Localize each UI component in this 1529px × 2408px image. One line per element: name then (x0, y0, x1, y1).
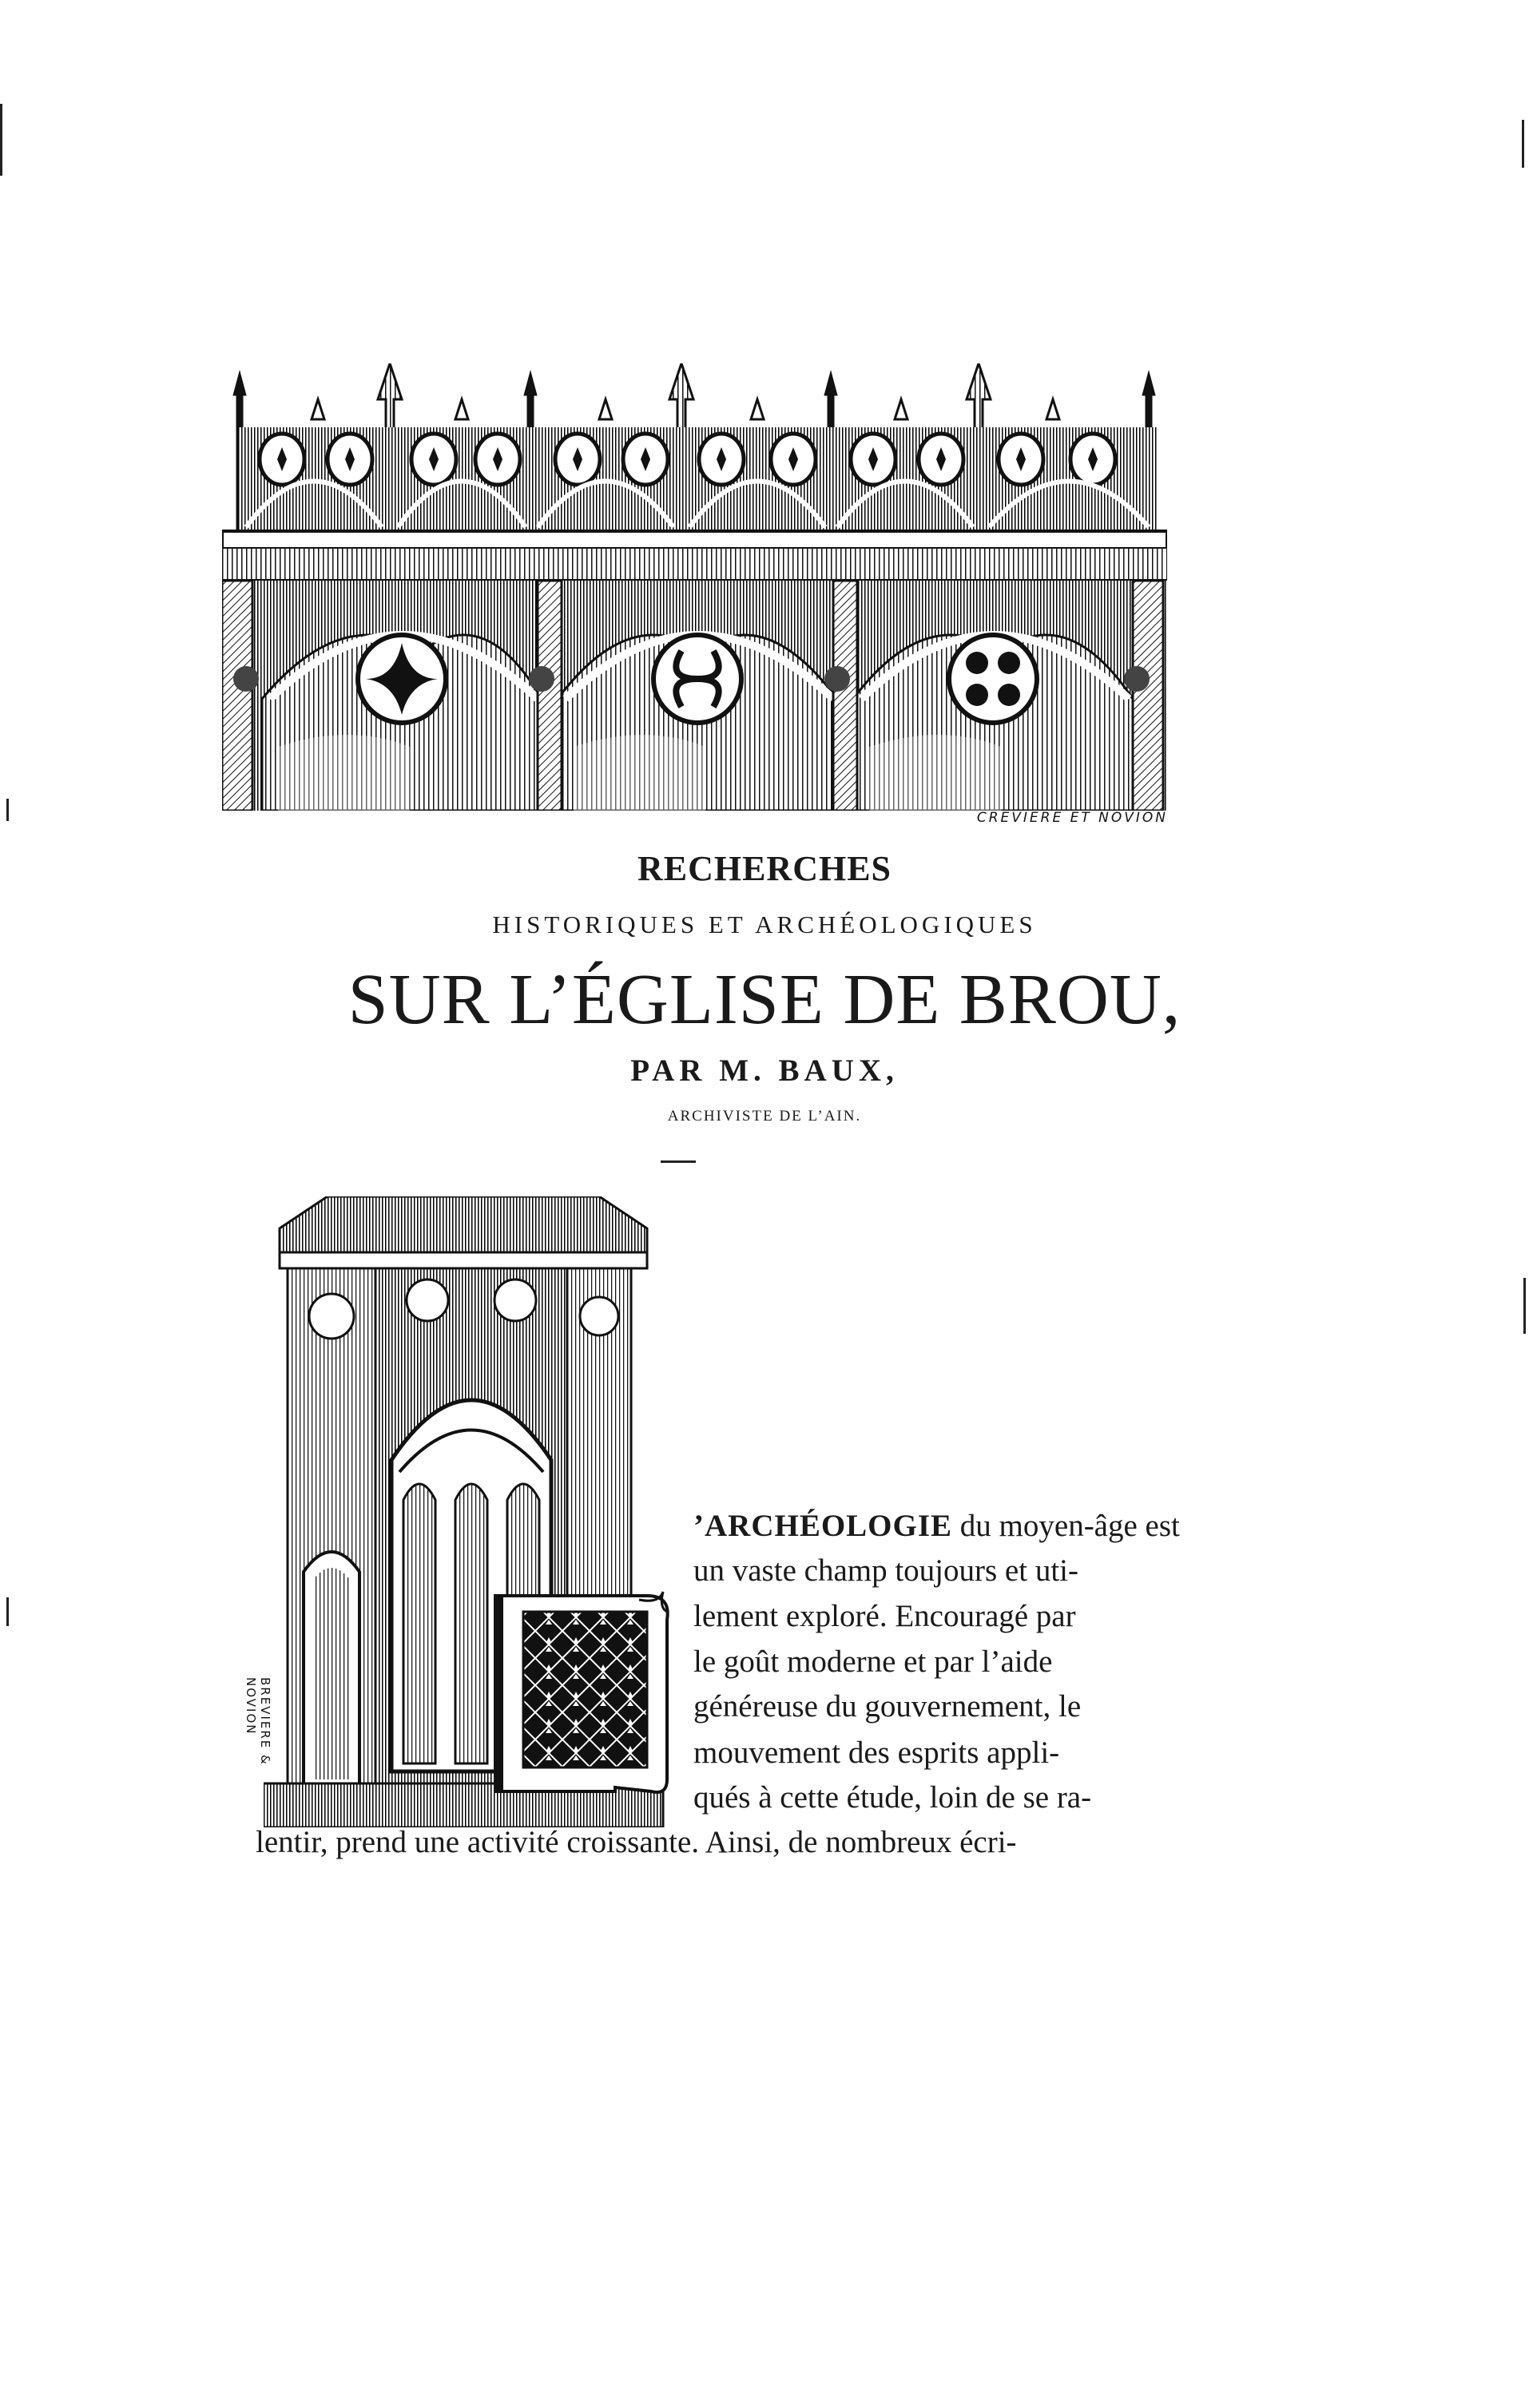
title-line-recherches: RECHERCHES (637, 849, 892, 888)
body-line-1 (693, 1508, 1180, 1544)
scan-edge-mark (0, 104, 2, 176)
engraver-credit: CREVIERE ET NOVION (976, 810, 1168, 826)
ornamental-initial-engraving (264, 1196, 695, 1827)
author-byline: PAR M. BAUX, (630, 1053, 899, 1088)
body-line-1-text: du moyen-âge est (952, 1509, 1180, 1543)
section-divider (661, 1160, 696, 1163)
body-line-7: qués à cette étude, loin de se ra- (693, 1780, 1092, 1815)
engraver-credit-vertical: BREVIERE & NOVION (244, 1677, 272, 1766)
scan-edge-mark (6, 1597, 9, 1626)
body-line-8: lentir, prend une activité croissante. Ainsi, de nombreux écri- (256, 1825, 1017, 1859)
body-line-5: généreuse du gouvernement, le (693, 1689, 1082, 1724)
body-line-6: mouvement des esprits appli- (693, 1736, 1060, 1770)
body-line-3: lement exploré. Encouragé par (693, 1599, 1076, 1633)
page-title: SUR L’ÉGLISE DE BROU, (348, 960, 1182, 1039)
scan-edge-mark (6, 799, 9, 821)
author-affiliation: ARCHIVISTE DE L’AIN. (667, 1108, 862, 1125)
lead-small-caps: ’ARCHÉOLOGIE (693, 1509, 953, 1543)
scan-edge-mark (1522, 120, 1524, 168)
subtitle: HISTORIQUES ET ARCHÉOLOGIQUES (492, 910, 1037, 938)
body-line-2: un vaste champ toujours et uti- (693, 1553, 1078, 1588)
headpiece-engraving (222, 363, 1167, 811)
scan-edge-mark (1523, 1278, 1526, 1334)
body-line-4: le goût moderne et par l’aide (693, 1644, 1053, 1679)
